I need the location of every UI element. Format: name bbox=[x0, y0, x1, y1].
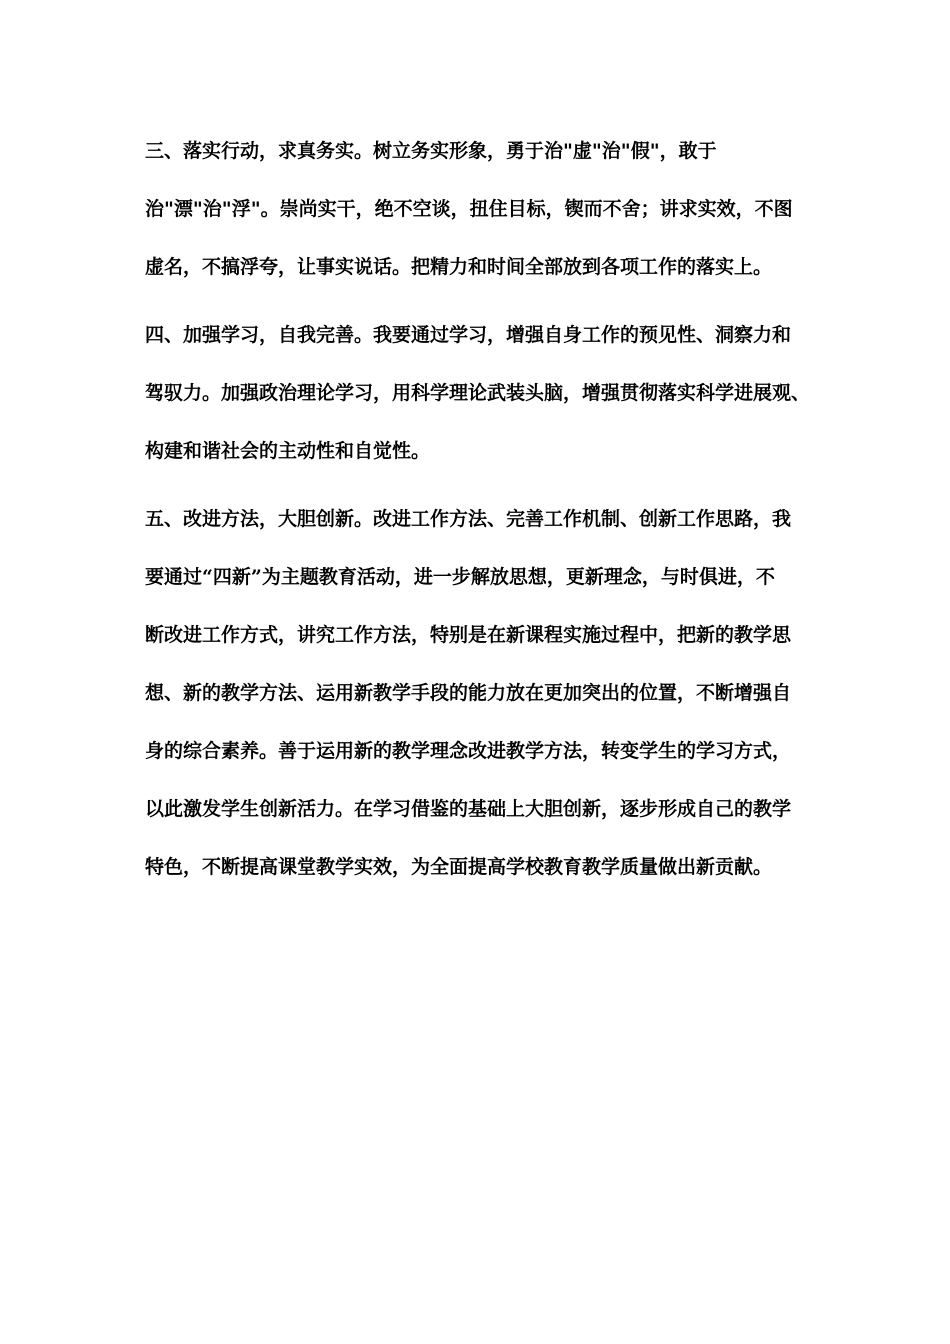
paragraph-three-implementation bbox=[145, 141, 825, 315]
paragraph-line: 以此激发学生创新活力。在学习借鉴的基础上大胆创新，逐步形成自己的教学 bbox=[145, 798, 792, 820]
paragraph-line: 身的综合素养。善于运用新的教学理念改进教学方法，转变学生的学习方式， bbox=[145, 740, 792, 762]
paragraph-line: 五、改进方法，大胆创新。改进工作方法、完善工作机制、创新工作思路，我 bbox=[145, 508, 792, 530]
paragraph-five-innovation bbox=[145, 509, 825, 915]
paragraph-line: 驾驭力。加强政治理论学习，用科学理论武装头脑，增强贯彻落实科学进展观、 bbox=[145, 382, 811, 404]
paragraph-line: 构建和谐社会的主动性和自觉性。 bbox=[145, 440, 431, 462]
paragraph-line: 要通过“四新”为主题教育活动，进一步解放思想，更新理念，与时俱进，不 bbox=[145, 566, 775, 588]
paragraph-four-learning bbox=[145, 325, 825, 499]
paragraph-line: 治"漂"治"浮"。崇尚实干，绝不空谈，扭住目标，锲而不舍；讲求实效，不图 bbox=[145, 198, 793, 220]
paragraph-line: 特色，不断提高课堂教学实效，为全面提高学校教育教学质量做出新贡献。 bbox=[145, 856, 773, 878]
paragraph-line: 虚名，不搞浮夸，让事实说话。把精力和时间全部放到各项工作的落实上。 bbox=[145, 256, 773, 278]
paragraph-line: 断改进工作方式，讲究工作方法，特别是在新课程实施过程中，把新的教学思 bbox=[145, 624, 792, 646]
paragraph-line: 三、落实行动，求真务实。树立务实形象，勇于治"虚"治"假"，敢于 bbox=[145, 140, 717, 162]
paragraph-line: 想、新的教学方法、运用新教学手段的能力放在更加突出的位置，不断增强自 bbox=[145, 682, 792, 704]
paragraph-line: 四、加强学习，自我完善。我要通过学习，增强自身工作的预见性、洞察力和 bbox=[145, 324, 792, 346]
